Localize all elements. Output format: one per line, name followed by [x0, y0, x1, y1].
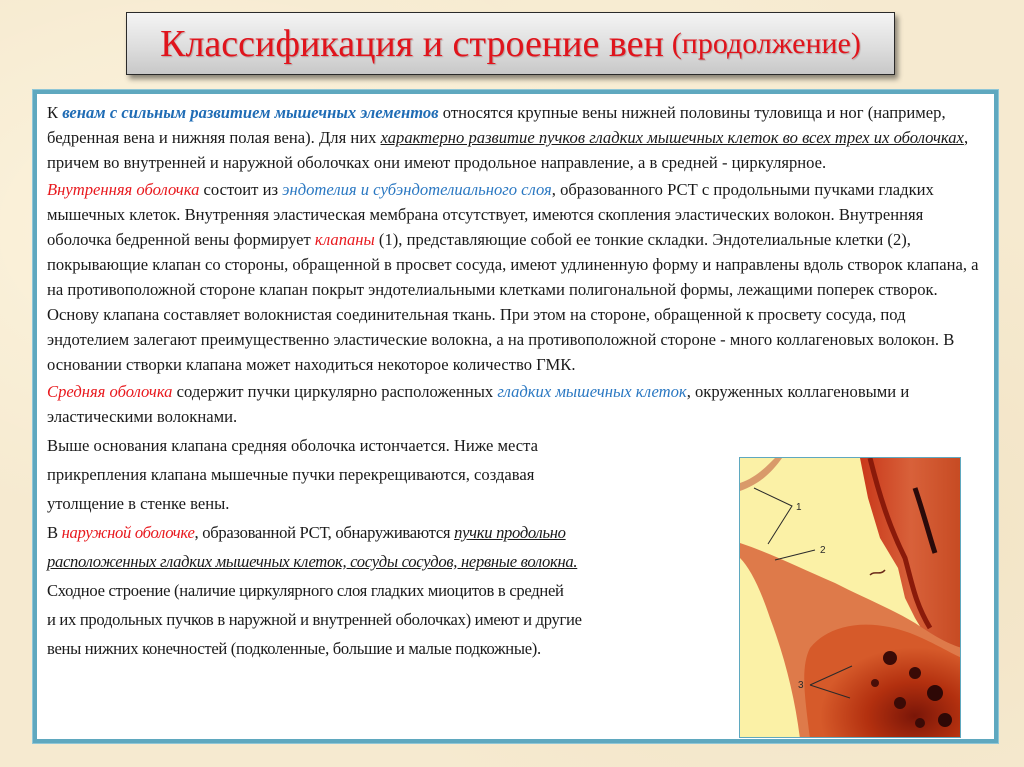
term-outer-layer: наружной оболочке: [61, 523, 195, 542]
emphasis-longitudinal: пучки продольно: [454, 523, 566, 542]
text-span: относятся крупные вены нижней половины туловища и ног (например, бедренная вена и нижняя полая вена). Для них: [47, 103, 946, 147]
content-panel: [33, 90, 998, 743]
title-main: Классификация и строение вен: [160, 22, 664, 65]
text-line: Выше основания клапана средняя оболочка истончается. Ниже места: [47, 436, 538, 455]
text-line: Сходное строение (наличие циркулярного слоя гладких миоцитов в средней: [47, 581, 564, 600]
term-smooth-muscle-cells: гладких мышечных клеток: [497, 382, 687, 401]
text-span: содержит пучки циркулярно расположенных: [172, 382, 498, 401]
text-line: прикрепления клапана мышечные пучки перекрещиваются, создавая: [47, 465, 535, 484]
text-line: утолщение в стенке вены.: [47, 494, 230, 513]
histology-image-vein-valve: [739, 457, 961, 738]
text-line: вены нижних конечностей (подколенные, большие и малые подкожные).: [47, 639, 541, 658]
paragraph-inner-layer: [47, 177, 987, 377]
text-span: , образованного РСТ с продольными пучками гладких мышечных клеток. Внутренняя эластическая мембрана отсутствует, имеются скопления эластических волокон. Внутренняя оболочка бедренной вены формирует: [47, 180, 934, 249]
text-span: (1), представляющие собой ее тонкие складки. Эндотелиальные клетки (2), покрывающие клапан со стороны, обращенной в просвет сосуда, имеют удлиненную форму и направлены вдоль створок клапана, а на противоположной стороне клапан покрыт эндотелиальными клетками полигональной формы, лежащими поперек створок. Основу клапана составляет волокнистая соединительная ткань. При этом на стороне, обращенной к просвету сосуда, под эндотелием залегают преимущественно эластические волокна, а на противоположной стороне - много коллагеновых волокон. В основании створки клапана может находиться некоторое количество ГМК.: [47, 230, 979, 374]
term-inner-layer: Внутренняя оболочка: [47, 180, 200, 199]
text-span: , окруженных коллагеновыми и эластическими волокнами.: [47, 382, 910, 426]
paragraph-middle-layer: [47, 379, 947, 429]
text-span: состоит из: [199, 180, 283, 199]
text-span: В: [47, 523, 62, 542]
figure-label-3: 3: [798, 680, 804, 691]
term-middle-layer: Средняя оболочка: [47, 382, 173, 401]
term-valves: клапаны: [314, 230, 375, 249]
text-line: и их продольных пучков в наружной и внутренней оболочках) имеют и другие: [47, 610, 582, 629]
title-subtitle: (продолжение): [671, 26, 861, 60]
figure-label-2: 2: [820, 545, 826, 556]
figure-label-1: 1: [796, 502, 802, 513]
term-endothelium: эндотелия и субэндотелиального слоя: [282, 180, 552, 199]
slide-title: [126, 12, 895, 75]
text-span: , образованной РСТ, обнаруживаются: [194, 523, 455, 542]
emphasis-smooth-muscle: характерно развитие пучков гладких мышечных клеток во всех трех их оболочках: [380, 128, 964, 147]
emphasis-outer-contents: расположенных гладких мышечных клеток, сосуды сосудов, нервные волокна.: [47, 552, 578, 571]
text-span: К: [47, 103, 63, 122]
text-span: , причем во внутренней и наружной оболочках они имеют продольное направление, а в средней - циркулярное.: [47, 128, 969, 172]
term-muscular-veins: венам с сильным развитием мышечных элементов: [62, 103, 439, 122]
paragraph-muscular-veins: [47, 100, 987, 175]
